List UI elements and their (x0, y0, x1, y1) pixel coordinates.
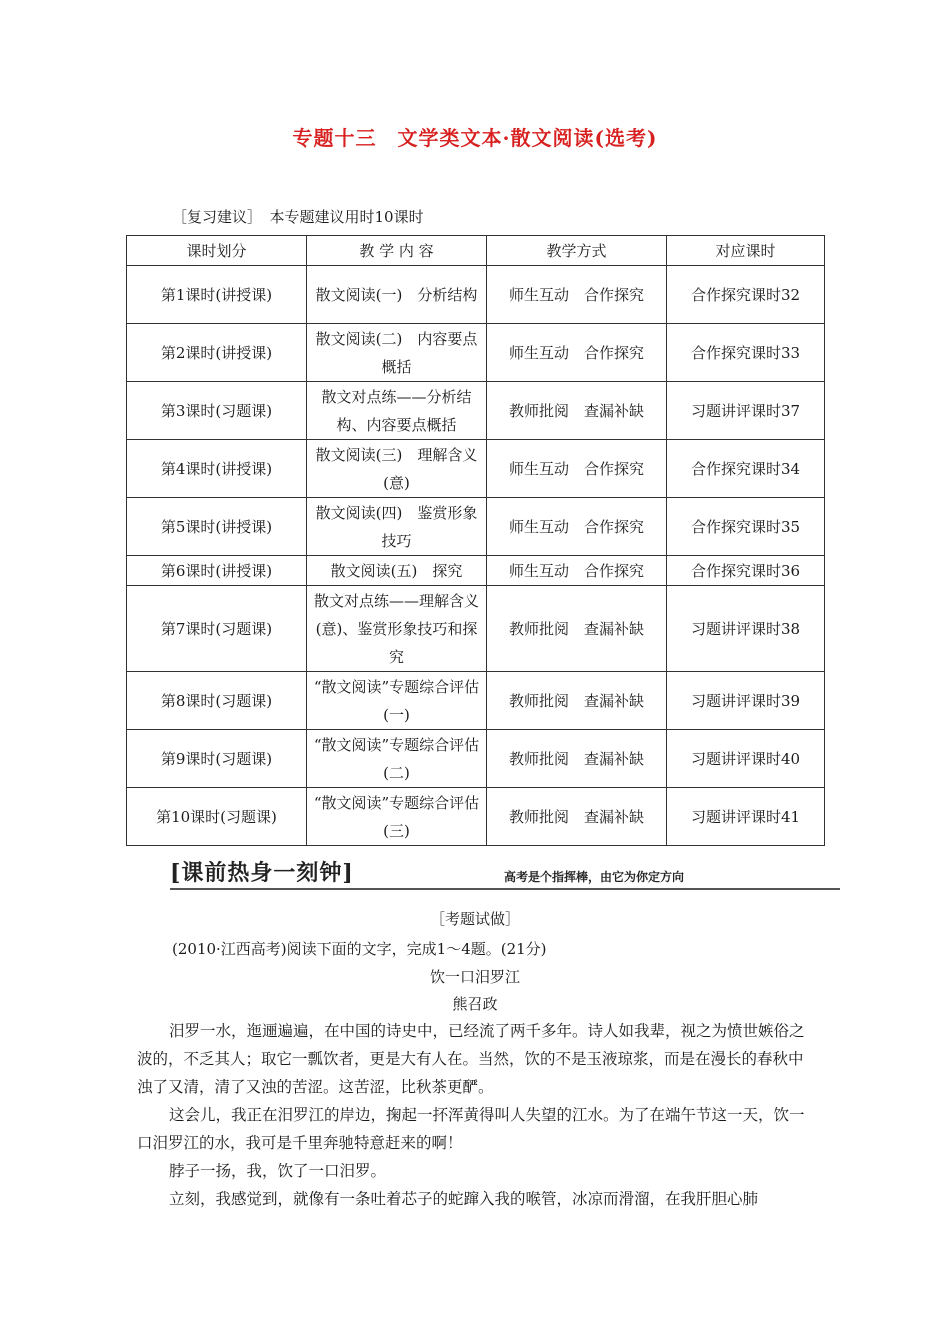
page-title: 专题十三 文学类文本·散文阅读(选考) (292, 126, 658, 150)
article-paragraph: 立刻，我感觉到，就像有一条吐着芯子的蛇蹿入我的喉管，冰凉而滑溜，在我肝胆心肺 (169, 1190, 759, 1208)
table-row (127, 730, 825, 788)
article-title: 饮一口汨罗江 (429, 968, 520, 986)
table-cell: 散文阅读(五) 探究 (307, 556, 487, 586)
table-cell: 合作探究课时32 (667, 266, 825, 324)
column-header: 教学方式 (487, 236, 667, 266)
table-row (127, 498, 825, 556)
exam-source: (2010·江西高考)阅读下面的文字，完成1～4题。(21分) (172, 940, 547, 958)
table-cell: 散文对点练——分析结构、内容要点概括 (307, 382, 487, 440)
table-cell: 习题讲评课时41 (667, 788, 825, 846)
section-label: [课前热身一刻钟] (170, 860, 354, 886)
article-paragraph: 脖子一扬，我，饮了一口汨罗。 (169, 1162, 387, 1180)
table-cell: 师生互动 合作探究 (487, 324, 667, 382)
table-cell: 习题讲评课时40 (667, 730, 825, 788)
table-row (127, 556, 825, 586)
table-cell: 习题讲评课时37 (667, 382, 825, 440)
table-row (127, 266, 825, 324)
article-author: 熊召政 (452, 995, 498, 1013)
table-cell: 第5课时(讲授课) (127, 498, 307, 556)
table-row (127, 672, 825, 730)
column-header: 教 学 内 容 (307, 236, 487, 266)
table-header-row (127, 236, 825, 266)
table-row (127, 382, 825, 440)
table-row (127, 586, 825, 672)
table-row (127, 440, 825, 498)
table-cell: 教师批阅 查漏补缺 (487, 382, 667, 440)
article-paragraph: 这会儿，我正在汨罗江的岸边，掬起一抔浑黄得叫人失望的江水。为了在端午节这一天，饮一口汨罗江的水，我可是千里奔驰特意赶来的啊！ (137, 1106, 805, 1152)
table-cell: 散文阅读(二) 内容要点概括 (307, 324, 487, 382)
table-cell: “散文阅读”专题综合评估(一) (307, 672, 487, 730)
table-cell: 合作探究课时34 (667, 440, 825, 498)
table-cell: 师生互动 合作探究 (487, 498, 667, 556)
table-cell: 教师批阅 查漏补缺 (487, 672, 667, 730)
section-motto: 高考是个指挥棒，由它为你定方向 (504, 870, 685, 884)
table-row (127, 788, 825, 846)
table-cell: 习题讲评课时38 (667, 586, 825, 672)
table-cell: 教师批阅 查漏补缺 (487, 730, 667, 788)
table-cell: 教师批阅 查漏补缺 (487, 788, 667, 846)
schedule-table (126, 235, 825, 846)
table-cell: 第6课时(讲授课) (127, 556, 307, 586)
table-cell: 散文阅读(四) 鉴赏形象技巧 (307, 498, 487, 556)
exam-heading: ［考题试做］ (429, 910, 520, 928)
table-cell: 散文对点练——理解含义(意)、鉴赏形象技巧和探究 (307, 586, 487, 672)
table-cell: 师生互动 合作探究 (487, 266, 667, 324)
table-cell: “散文阅读”专题综合评估(三) (307, 788, 487, 846)
table-cell: 第8课时(习题课) (127, 672, 307, 730)
table-cell: 第10课时(习题课) (127, 788, 307, 846)
table-row (127, 324, 825, 382)
table-cell: 第4课时(讲授课) (127, 440, 307, 498)
table-cell: 第1课时(讲授课) (127, 266, 307, 324)
table-cell: “散文阅读”专题综合评估(二) (307, 730, 487, 788)
table-cell: 教师批阅 查漏补缺 (487, 586, 667, 672)
table-cell: 合作探究课时36 (667, 556, 825, 586)
table-cell: 师生互动 合作探究 (487, 556, 667, 586)
table-cell: 习题讲评课时39 (667, 672, 825, 730)
table-cell: 第7课时(习题课) (127, 586, 307, 672)
table-cell: 散文阅读(一) 分析结构 (307, 266, 487, 324)
table-cell: 合作探究课时35 (667, 498, 825, 556)
table-cell: 第2课时(讲授课) (127, 324, 307, 382)
column-header: 对应课时 (667, 236, 825, 266)
table-cell: 合作探究课时33 (667, 324, 825, 382)
article-paragraph: 汨罗一水，迤逦遍遍，在中国的诗史中，已经流了两千多年。诗人如我辈，视之为愤世嫉俗之波的，不乏其人；取它一瓢饮者，更是大有人在。当然，饮的不是玉液琼浆，而是在漫长的春秋中浊了又清，清了又浊的苦涩。这苦涩，比秋茶更酽。 (137, 1022, 805, 1096)
review-suggestion: ［复习建议］ 本专题建议用时10课时 (172, 208, 424, 226)
section-banner (170, 856, 840, 890)
table-cell: 师生互动 合作探究 (487, 440, 667, 498)
table-cell: 第3课时(习题课) (127, 382, 307, 440)
column-header: 课时划分 (127, 236, 307, 266)
table-cell: 散文阅读(三) 理解含义(意) (307, 440, 487, 498)
table-cell: 第9课时(习题课) (127, 730, 307, 788)
